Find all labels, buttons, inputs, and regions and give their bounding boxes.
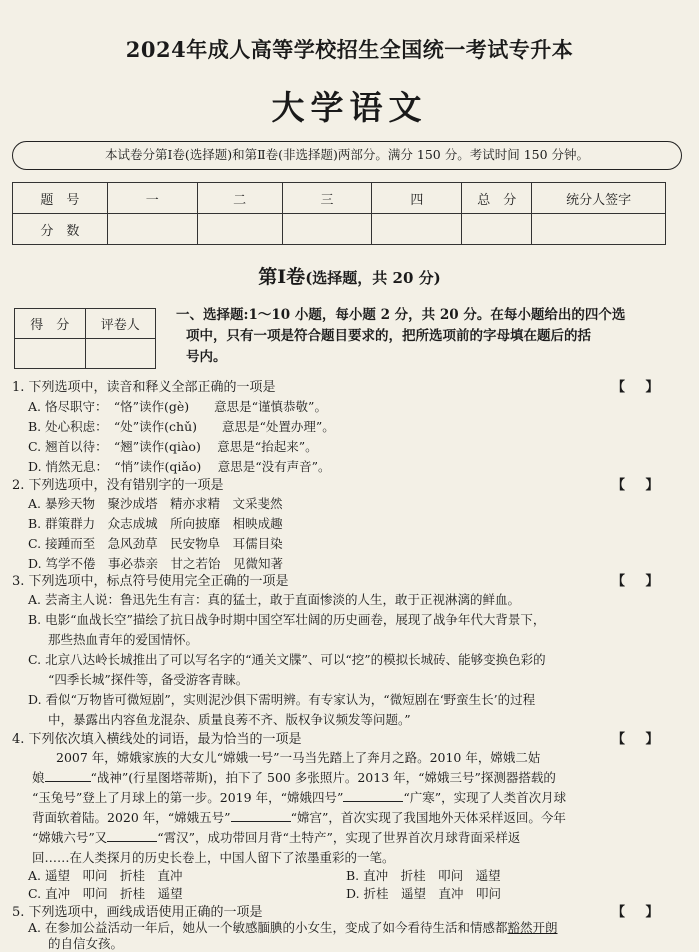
grader-box <box>14 308 156 369</box>
score-header-cell: 二 <box>197 183 282 214</box>
q4-stem: 4. 下列依次填入横线处的词语，最为恰当的一项是 <box>12 732 302 747</box>
q4-passage-text: “嫦宫”，首次实现了我国地外天体采样返回。今年 <box>290 810 566 825</box>
section-instructions <box>176 305 668 368</box>
q3-option-b-cont: 那些热血青年的爱国情怀。 <box>48 632 199 647</box>
q4-blank-4[interactable] <box>107 831 157 842</box>
score-header-cell: 题 号 <box>13 183 108 214</box>
q4-passage-text: “战神”(行星图塔蒂斯)，拍下了 500 多张照片。2013 年，“嫦娥三号”探测器搭载的 <box>90 770 556 785</box>
score-input-cell[interactable] <box>197 214 282 245</box>
q1-stem: 1. 下列选项中，读音和释义全部正确的一项是 <box>12 380 276 395</box>
score-table-value-row <box>13 214 666 245</box>
instruction-line: 一、选择题:1～10 小题，每小题 2 分，共 20 分。在每小题给出的四个选 <box>176 307 626 323</box>
q3-option-d: D. 看似“万物皆可微短剧”，实则泥沙俱下需明辨。有专家认为，“微短剧在‘野蛮生长’的过程 <box>28 692 536 707</box>
score-header-cell: 统分人签字 <box>532 183 666 214</box>
q5-underlined-idiom: 豁然开朗 <box>507 920 558 935</box>
q4-blank-1[interactable] <box>45 771 91 782</box>
q4-option-a: A. 遥望 叩问 折桂 直冲 <box>28 868 183 883</box>
q3-option-d-cont: 中，暴露出内容鱼龙混杂、质量良莠不齐、版权争议频发等问题。” <box>48 712 411 727</box>
q4-passage-line <box>32 808 566 826</box>
q2-option-c: C. 接踵而至 急风劲草 民安物阜 耳儒目染 <box>28 536 283 551</box>
q4-passage-text: “霄汉”，成功带回月背“土特产”，实现了世界首次月球背面采样返 <box>157 830 521 845</box>
q4-passage-text: “广寒”，实现了人类首次月球 <box>403 790 567 805</box>
q3-answer-bracket[interactable]: 【 】 <box>612 574 660 589</box>
q2-stem: 2. 下列选项中，没有错别字的一项是 <box>12 478 224 493</box>
score-table-header-row <box>13 183 666 214</box>
q4-passage-text: 娘 <box>32 770 45 785</box>
q1-option-c: C. 翘首以待： “翘”读作(qiào) 意思是“抬起来”。 <box>28 439 318 454</box>
section-title: 第Ⅰ卷 <box>258 266 306 288</box>
score-header-cell: 一 <box>107 183 197 214</box>
q3-option-c-cont: “四季长城”探件等，备受游客青睐。 <box>48 672 249 687</box>
score-input-cell[interactable] <box>107 214 197 245</box>
score-input-cell[interactable] <box>372 214 462 245</box>
q4-passage-line: 2007 年，嫦娥家族的大女儿“嫦娥一号”一马当先踏上了奔月之路。2010 年，嫦娥二姑 <box>56 750 541 765</box>
exam-title: 2024年成人高等学校招生全国统一考试专升本 <box>125 37 574 62</box>
q4-answer-bracket[interactable]: 【 】 <box>612 732 660 747</box>
section-heading <box>0 262 699 289</box>
q3-stem: 3. 下列选项中，标点符号使用完全正确的一项是 <box>12 574 289 589</box>
q4-option-d: D. 折桂 遥望 直冲 叩问 <box>346 886 502 901</box>
q2-option-d: D. 笃学不倦 事必恭亲 甘之若饴 见微知著 <box>28 556 284 571</box>
score-header-cell: 四 <box>372 183 462 214</box>
q4-passage-text: “玉兔号”登上了月球上的第一步。2019 年，“嫦娥四号” <box>32 790 344 805</box>
instruction-line: 项中，只有一项是符合题目要求的，把所选项前的字母填在题后的括 <box>186 328 591 344</box>
q1-option-a: A. 恪尽职守： “恪”读作(gè) 意思是“谨慎恭敬”。 <box>28 399 327 414</box>
q4-passage-line <box>32 828 520 846</box>
q2-option-b: B. 群策群力 众志成城 所向披靡 相映成趣 <box>28 516 283 531</box>
q2-option-a: A. 暴殄天物 聚沙成塔 精亦求精 文采斐然 <box>28 496 283 511</box>
q4-passage-line <box>32 788 566 806</box>
q4-blank-3[interactable] <box>231 811 291 822</box>
grader-score-cell[interactable] <box>15 339 86 369</box>
score-input-cell[interactable] <box>462 214 532 245</box>
subject-title: 大学语文 <box>271 88 428 127</box>
section-subtitle: (选择题，共 20 分) <box>305 269 441 287</box>
q4-option-c: C. 直冲 叩问 折桂 遥望 <box>28 886 183 901</box>
q4-passage-text: 背面软着陆。2020 年，“嫦娥五号” <box>32 810 231 825</box>
instruction-line: 号内。 <box>186 349 227 365</box>
q3-option-a: A. 芸斋主人说：鲁迅先生有言：真的猛士，敢于直面惨淡的人生，敢于正视淋漓的鲜血。 <box>28 592 520 607</box>
grader-reviewer-cell[interactable] <box>85 339 156 369</box>
q1-answer-bracket[interactable]: 【 】 <box>612 380 660 395</box>
grader-score-label: 得 分 <box>15 309 86 339</box>
q3-option-c: C. 北京八达岭长城推出了可以写名字的“通关文牒”、可以“挖”的模拟长城砖、能够变换色彩的 <box>28 652 546 667</box>
q4-passage-text: “嫦娥六号”又 <box>32 830 108 845</box>
q5-stem: 5. 下列选项中，画线成语使用正确的一项是 <box>12 905 263 920</box>
score-header-cell: 三 <box>282 183 372 214</box>
score-input-cell[interactable] <box>282 214 372 245</box>
grader-reviewer-label: 评卷人 <box>85 309 156 339</box>
exam-notice: 本试卷分第Ⅰ卷(选择题)和第Ⅱ卷(非选择题)两部分。满分 150 分。考试时间 150 分钟。 <box>12 141 682 170</box>
q4-passage-line: 回……在人类探月的历史长卷上，中国人留下了浓墨重彩的一笔。 <box>32 850 395 865</box>
q1-option-d: D. 悄然无息： “悄”读作(qiǎo) 意思是“没有声音”。 <box>28 459 331 474</box>
q5-option-a-cont: 的自信女孩。 <box>48 936 124 951</box>
q3-option-b: B. 电影“血战长空”描绘了抗日战争时期中国空军壮阔的历史画卷，展现了战争年代大背景下， <box>28 612 546 627</box>
score-row-label: 分 数 <box>13 214 108 245</box>
q4-blank-2[interactable] <box>343 791 403 802</box>
score-input-cell[interactable] <box>532 214 666 245</box>
score-header-cell: 总 分 <box>462 183 532 214</box>
q5-answer-bracket[interactable]: 【 】 <box>612 905 660 920</box>
q4-option-b: B. 直冲 折桂 叩问 遥望 <box>346 868 501 883</box>
q4-passage-line <box>32 768 556 786</box>
q5-option-a-text: A. 在参加公益活动一年后，她从一个敏感腼腆的小女生，变成了如今看待生活和情感都 <box>28 920 508 935</box>
score-table <box>12 182 666 245</box>
q1-option-b: B. 处心积虑： “处”读作(chǔ) 意思是“处置办理”。 <box>28 419 335 434</box>
q2-answer-bracket[interactable]: 【 】 <box>612 478 660 493</box>
